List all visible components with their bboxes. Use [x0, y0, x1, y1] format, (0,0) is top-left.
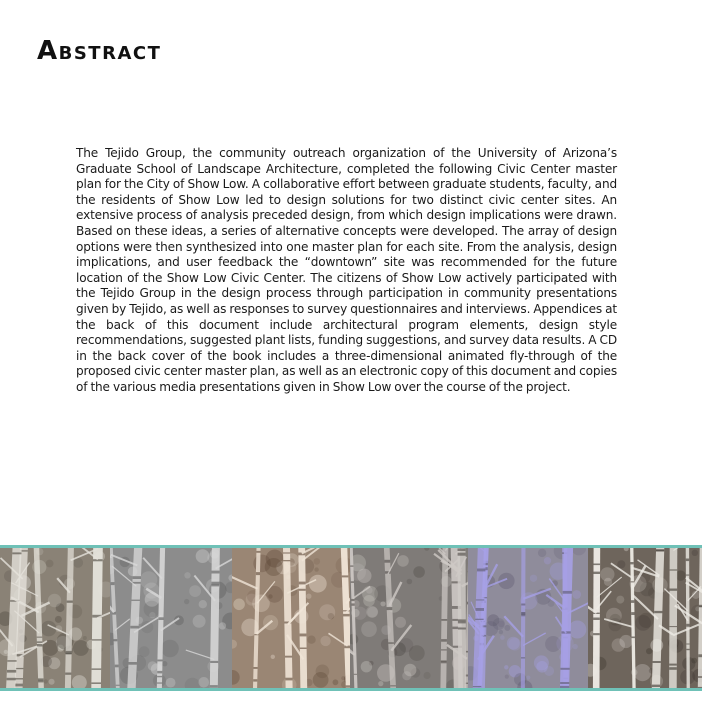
aspen-photo-sepia [232, 548, 350, 688]
aspen-photo-dark [588, 548, 702, 688]
aspen-photo-natural [0, 548, 110, 688]
aspen-photo-violet [468, 548, 588, 688]
aspen-photo-gray [110, 548, 232, 688]
photo-strip [0, 545, 702, 691]
page-title: Abstract [37, 36, 162, 66]
abstract-body-text: The Tejido Group, the community outreach organization of the University of Arizona’s Graduate School of Landscape Architecture, completed the following Civic Center master plan for the City of Show Low. A collaborative effort between graduate students, faculty, and the residents of Show Low led to design solutions for two distinct civic center sites. An extensive process of analysis preceded design, from which design implications were drawn. Based on these ideas, a series of alternative concepts were developed. The array of design options were then synthesized into one master plan for each site. From the analysis, design implications, and user feedback the “downtown” site was recommended for the future location of the Show Low Civic Center. The citizens of Show Low actively participated with the Tejido Group in the design process through participation in community presentations given by Tejido, as well as responses to survey questionnaires and interviews. Appendices at the back of this document include architectural program elements, design style recommendations, suggested plant lists, funding suggestions, and survey data results. A CD in the back cover of the book includes a three-dimensional animated fly-through of the proposed civic center master plan, as well as an electronic copy of this document and copies of the various media presentations given in Show Low over the course of the project. [76, 146, 617, 394]
aspen-photo-desaturated [350, 548, 468, 688]
